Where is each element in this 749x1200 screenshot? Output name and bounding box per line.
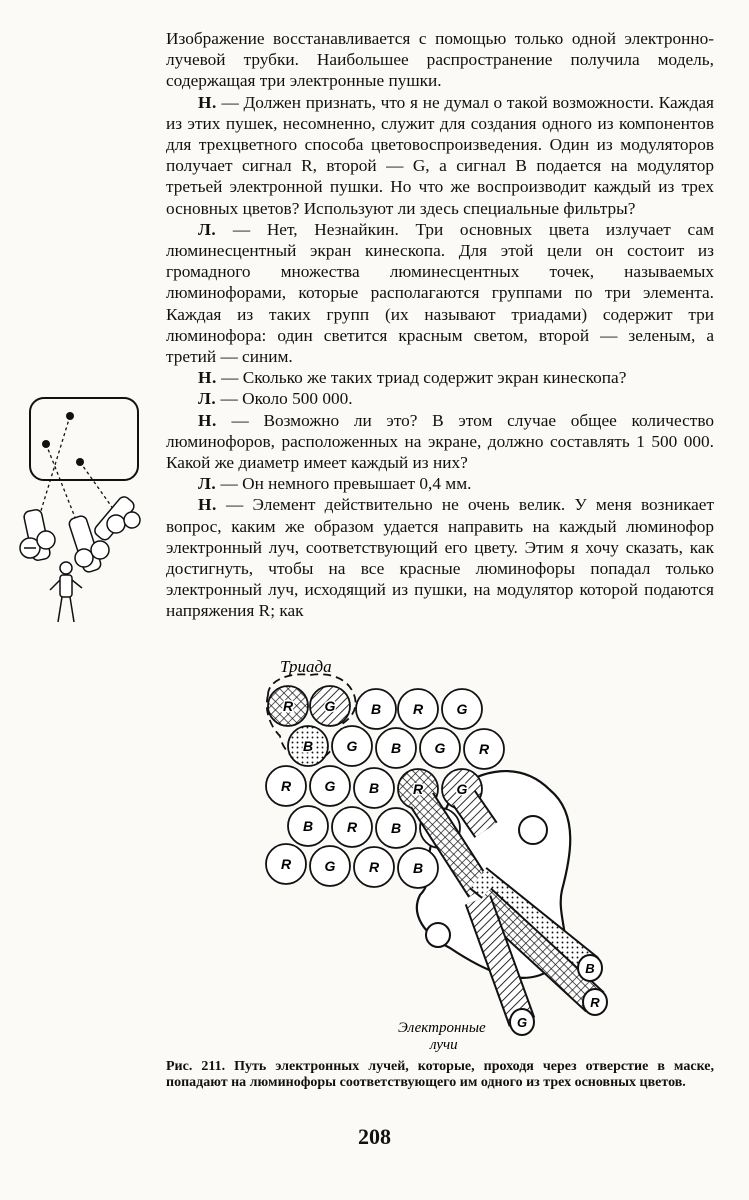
phosphor-letter: B xyxy=(370,701,382,717)
caption-text: Путь электронных лучей, которые, проходя через отверстие в маске, попадают на люминофоры соответствующего им одного из трех основных цветов. xyxy=(166,1059,715,1090)
triad-label: Триада xyxy=(280,657,332,676)
beams-label-line1: Электронные xyxy=(398,1020,486,1036)
figure-phosphor-triads xyxy=(250,650,620,1055)
side-illustration-cannons xyxy=(10,390,160,635)
paragraph-2: Н. — Должен признать, что я не думал о такой возможности. Каждая из этих пушек, несомненно, служит для создания одного из компонентов для трехцветного способа цветовоспроизведения. Один из модуляторов получает сигнал R, второй — G, а сигнал B подается на модулятор третьей электронной пушки. Но что же воспроизводит каждый из трех основных цветов? Используют ли здесь специальные фильтры? xyxy=(166,92,715,218)
phosphor-letter: R xyxy=(282,698,294,714)
phosphor-letter: G xyxy=(324,858,336,874)
paragraph-5-text: Около 500 000. xyxy=(242,389,353,409)
paragraph-8: Н. — Элемент действительно не очень велик. У меня возникает вопрос, каким же образом удается направить на каждый люминофор электронный луч, соответствующий его цвету. Этим я хочу сказать, как достигнуть, чтобы на все красные люминофоры попадал только электронный луч, исходящий из пушки, на модулятор которой подаются напряжения R; как xyxy=(166,495,715,621)
phosphor-letter: G xyxy=(456,701,468,717)
page-number: 208 xyxy=(358,1124,391,1149)
paragraph-8-text: Элемент действительно не очень велик. У меня возникает вопрос, каким же образом удается направить на каждый люминофор электронный луч, соответствующий его цвету. Этим я хочу сказать, как достигнуть, чтобы на все красные люминофоры попадал только электронный луч, исходящий из пушки, на модулятор которой подаются напряжения R; как xyxy=(166,495,715,621)
cannon-right xyxy=(92,494,140,542)
mask-hole xyxy=(519,816,547,844)
paragraph-3-text: Нет, Незнайкин. Три основных цвета излучает сам люминесцентный экран кинескопа. Для этой цели он состоит из громадного множества люминесцентных точек, называемых люминофорами, которые располагаются группами по три элемента. Каждая из таких групп (их называют триадами) содержит три люминофора: один светится красным светом, второй — зеленым, а третий — синим. xyxy=(166,219,715,367)
phosphor-letter: G xyxy=(324,778,336,794)
phosphor-letter: R xyxy=(280,778,292,794)
phosphor-letter: G xyxy=(346,738,358,754)
paragraph-1-text: Изображение восстанавливается с помощью только одной электронно-лучевой трубки. Наибольшее распространение получила модель, содержащая три электронные пушки. xyxy=(166,29,714,91)
little-man xyxy=(50,562,82,622)
speaker-label: Н. xyxy=(198,92,217,112)
beams-label-line2: лучи xyxy=(430,1037,458,1053)
phosphor-letter: B xyxy=(390,820,402,836)
phosphor-letter: R xyxy=(346,819,358,835)
paragraph-6-text: Возможно ли это? В этом случае общее количество люминофоров, расположенных на экране, должно составлять 1 500 000. Какой же диаметр имеет каждый из них? xyxy=(166,410,715,473)
phosphor-letter: G xyxy=(434,740,446,756)
phosphor-letter: B xyxy=(302,818,314,834)
phosphor-letter: B xyxy=(368,780,380,796)
phosphor-letter: B xyxy=(302,738,314,754)
phosphor-letter: G xyxy=(324,698,336,714)
figure-caption xyxy=(166,1059,714,1091)
speaker-label: Л. xyxy=(198,219,217,239)
paragraph-1 xyxy=(166,28,714,92)
phosphor-letter: R xyxy=(368,859,380,875)
paragraph-4-text: Сколько же таких триад содержит экран кинескопа? xyxy=(242,368,627,388)
screen-dot xyxy=(76,458,84,466)
phosphor-letter: G xyxy=(456,781,468,797)
paragraph-7-text: Он немного превышает 0,4 мм. xyxy=(242,474,472,494)
paragraph-7: Л. — Он немного превышает 0,4 мм. xyxy=(198,474,472,494)
screen-dot xyxy=(66,412,74,420)
phosphor-letter: R xyxy=(280,856,292,872)
phosphor-letter: R xyxy=(412,701,424,717)
phosphor-letter: B xyxy=(390,740,402,756)
paragraph-5: Л. — Около 500 000. xyxy=(198,389,353,409)
phosphor-letter: R xyxy=(478,741,490,757)
speaker-label: Н. xyxy=(198,368,217,388)
beam-end-letter: B xyxy=(585,961,595,976)
caption-label: Рис. 211. xyxy=(166,1059,226,1074)
phosphor-letter: B xyxy=(412,860,424,876)
speaker-label: Л. xyxy=(198,389,217,409)
screen-dot xyxy=(42,440,50,448)
cannon-left xyxy=(20,509,55,562)
speaker-label: Н. xyxy=(198,410,217,430)
paragraph-2-text: Должен признать, что я не думал о такой возможности. Каждая из этих пушек, несомненно, служит для создания одного из компонентов для трехцветного способа цветовоспроизведения. Один из модуляторов получает сигнал R, второй — G, а сигнал B подается на модулятор третьей электронной пушки. Но что же воспроизводит каждый из трех основных цветов? Используют ли здесь специальные фильтры? xyxy=(166,92,715,218)
main-text xyxy=(166,28,714,622)
beam-end-letter: R xyxy=(590,995,600,1010)
speaker-label: Л. xyxy=(198,474,217,494)
paragraph-6: Н. — Возможно ли это? В этом случае общее количество люминофоров, расположенных на экране, должно составлять 1 500 000. Какой же диаметр имеет каждый из них? xyxy=(166,410,715,473)
paragraph-3: Л. — Нет, Незнайкин. Три основных цвета излучает сам люминесцентный экран кинескопа. Для этой цели он состоит из громадного множества люминесцентных точек, называемых люминофорами, которые располагаются группами по три элемента. Каждая из таких групп (их называют триадами) содержит три люминофора: один светится красным светом, второй — зеленым, а третий — синим. xyxy=(166,219,715,367)
paragraph-4: Н. — Сколько же таких триад содержит экран кинескопа? xyxy=(198,368,627,388)
speaker-label: Н. xyxy=(198,495,217,515)
phosphor-letter: R xyxy=(412,781,424,797)
beam-end-letter: G xyxy=(516,1015,528,1030)
mask-hole xyxy=(426,923,450,947)
